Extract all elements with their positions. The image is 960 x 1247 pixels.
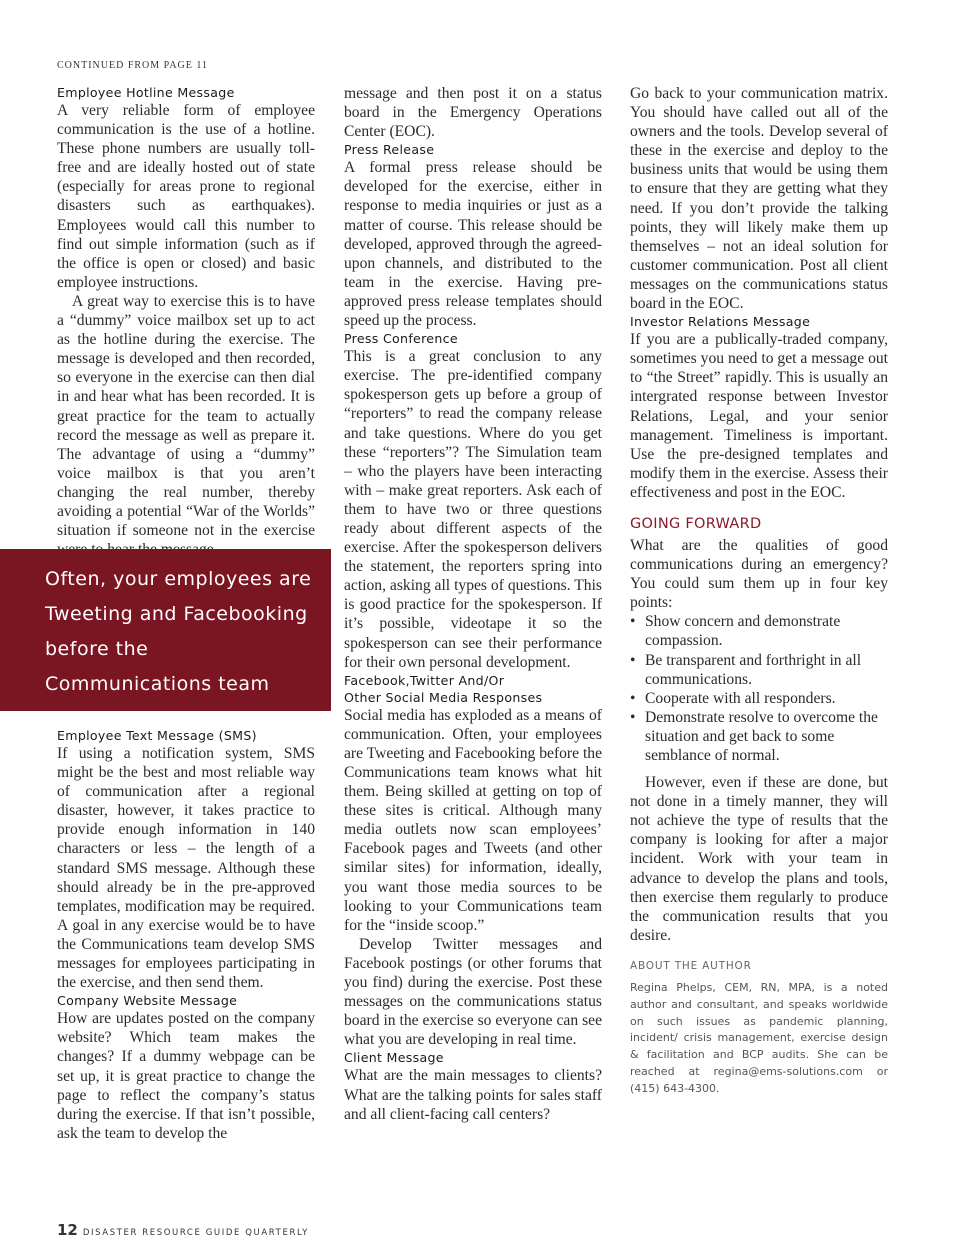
paragraph: If you are a publically-traded company, sometimes you need to get a message out to “the Street” rapidly. This is usually an intergrated response between Investor Relations, Legal, and your senior management. Timeliness is important. Use the pre-designed templates and modify them in the exercise. Assess their effectiveness and post in the EOC. [630,331,888,501]
paragraph: Social media has exploded as a means of communication. Often, your employees are Tweeting and Facebooking before the Communications team knows what hit them. Being skilled at getting on top of these sites is critical. Although many media outlets now scan employees’ Facebook pages and Tweets (and other similar sites) for information, ideally, you want those media sources to be looking to your Communications team for the “inside scoop.” [344,706,602,934]
list-item: • Show concern and demonstrate compassion. [630,612,888,650]
paragraph: If using a notification system, SMS might be the best and most reliable way of communication after a regional disaster, however, it takes practice to provide enough information in 140 characters or less – the length of a standard SMS message. Although these should already be in the pre-approved templates, modification may be required. A goal in any exercise would be to have the Communications team develop SMS messages for employees participating in the exercise, and then send them. [57,745,315,992]
publication-name: DISASTER RESOURCE GUIDE QUARTERLY [82,1228,309,1238]
paragraph: Go back to your communication matrix. You should have called out all of the owners and the tools. Develop several of these in the exercise and deploy to the business units that would be using them to ensure that they are getting what they need. If you don’t provide the talking points, they will likely make them up themselves – not an ideal solution for customer communication. Post all client messages on the communications status board in the EOC. [630,85,888,313]
page-footer [57,1220,309,1239]
about-author-heading: ABOUT THE AUTHOR [630,959,752,972]
pull-quote [0,549,331,730]
page-number: 12 [57,1221,78,1239]
list-item: • Demonstrate resolve to overcome the situation and get back to some semblance of normal. [630,708,888,765]
paragraph: What are the main messages to clients? What are the talking points for sales staff and all client-facing call centers? [344,1067,602,1123]
heading-company-website: Company Website Message [57,993,238,1009]
list-item: • Be transparent and forthright in all communications. [630,651,888,689]
heading-client-message: Client Message [344,1050,444,1066]
continued-from-label: CONTINUED FROM PAGE 11 [57,60,208,71]
heading-investor-relations: Investor Relations Message [630,314,811,330]
heading-employee-hotline: Employee Hotline Message [57,85,235,100]
paragraph: A very reliable form of employee communication is the use of a hotline. These phone numbers are usually toll-free and are ideally hosted out of state (especially for areas prone to regional disasters such as earthquakes). Employees would call this number to find out simple information (such as if the office is open or closed) and basic employee instructions. [57,102,315,291]
section-heading-going-forward: GOING FORWARD [630,515,762,532]
paragraph: This is a great conclusion to any exercise. The pre-identified company spokesperson gets up before a group of “reporters” to read the company release and take questions. Where do you get these “reporters”? The Simulation team – who the players have been interacting with – make great reporters. Ask each of them to have two or three questions ready about different aspects of the exercise. After the spokesperson delivers the statement, the reporters spring into action, asking all types of questions. This is good practice for the spokesperson. If it’s possible, videotape it so the spokesperson can see their performance for their own personal development. [344,348,602,671]
column-2 [344,84,602,1124]
paragraph: message and then post it on a status board in the Emergency Operations Center (EOC). [344,85,602,141]
heading-press-release: Press Release [344,142,435,158]
paragraph: What are the qualities of good communications during an emergency? You could sum them up in four key points: [630,536,888,612]
paragraph: Develop Twitter messages and Facebook postings (or other forums that you find) during the exercise. Post these messages on the communications status board in the exercise so everyone can see what you are developing in real time. [344,935,602,1049]
heading-employee-sms: Employee Text Message (SMS) [57,728,257,743]
paragraph: A formal press release should be developed for the exercise, either in response to media inquiries or just as a matter of course. This release should be developed, approved through the agreed-upon channels, and distributed to the team in the exercise. Having pre-approved press release templates should speed up the process. [344,159,602,330]
list-item: • Cooperate with all responders. [630,689,888,708]
pull-quote-text: Often, your employees are Tweeting and Facebooking before the Communications team knows what hit them. [45,568,312,730]
paragraph: How are updates posted on the company website? Which team makes the changes? If a dummy webpage can be set up, it is great practice to change the page to reflect the company’s status during the exercise. If that isn’t possible, ask the team to develop the [57,1010,315,1142]
heading-social-media-line1: Facebook,Twitter And/Or [344,672,505,688]
column-1-lower [57,727,315,1143]
column-1 [57,84,315,559]
heading-social-media-line2: Other Social Media Responses [344,689,543,705]
paragraph: A great way to exercise this is to have a “dummy” voice mailbox set up to act as the hotline during the exercise. The message is developed and then recorded, so everyone in the exercise can then dial in and hear what has been recorded. It is great practice for the team to actually record the message as well as prepare it. The advantage of using a “dummy” voice mailbox is that you aren’t changing the real number, thereby avoiding a potential “War of the Worlds” situation if someone not in the exercise [57,292,315,540]
paragraph: However, even if these are done, but not done in a timely manner, they will not achieve the type of results that the company is looking for after a major incident. Work with your team in advance to develop the plans and tools, then exercise them regularly to produce the communication results that you desire. [630,774,888,944]
key-points-list [630,612,888,765]
column-3 [630,84,888,1098]
heading-press-conference: Press Conference [344,331,458,347]
about-author-text: Regina Phelps, CEM, RN, MPA, is a noted author and consultant, and speaks worldwide on such issues as pandemic planning, incident/ crisis management, exercise design & facilitation and BCP audits. She can be reached at regina@ems-solutions.com or (415) 643-4300. [630,980,888,1095]
